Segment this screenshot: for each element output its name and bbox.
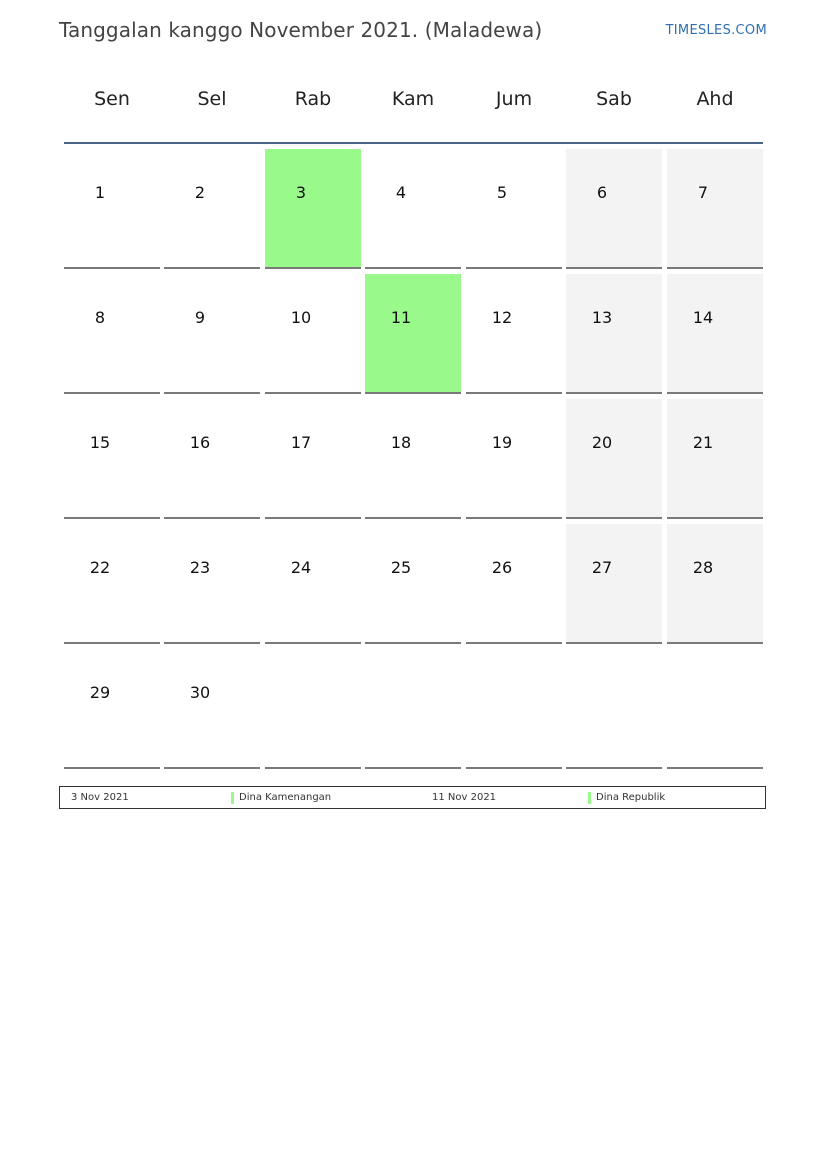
- day-number: 18: [390, 433, 412, 452]
- day-cell[interactable]: [164, 274, 260, 394]
- empty-day-cell: [566, 649, 662, 769]
- day-number: 1: [94, 183, 106, 202]
- weekday-thu: Kam: [391, 88, 435, 110]
- day-cell[interactable]: [667, 274, 763, 394]
- day-number: 8: [94, 308, 106, 327]
- legend-date: 11 Nov 2021: [432, 792, 497, 803]
- day-cell[interactable]: [566, 399, 662, 519]
- weekday-mon: Sen: [94, 88, 130, 110]
- day-number: 10: [290, 308, 312, 327]
- day-cell[interactable]: [466, 149, 562, 269]
- day-cell[interactable]: [265, 149, 361, 269]
- day-number: 29: [89, 683, 111, 702]
- day-number: 28: [692, 558, 714, 577]
- day-number: 7: [697, 183, 709, 202]
- weekday-fri: Jum: [495, 88, 533, 110]
- day-cell[interactable]: [265, 524, 361, 644]
- day-number: 24: [290, 558, 312, 577]
- empty-day-cell: [466, 649, 562, 769]
- day-number: 20: [591, 433, 613, 452]
- day-number: 19: [491, 433, 513, 452]
- day-number: 14: [692, 308, 714, 327]
- day-number: 26: [491, 558, 513, 577]
- day-number: 2: [194, 183, 206, 202]
- weekday-sun: Ahd: [696, 88, 734, 110]
- legend-holiday-name: Dina Republik: [596, 792, 666, 803]
- day-cell[interactable]: [164, 524, 260, 644]
- empty-day-cell: [265, 649, 361, 769]
- day-cell[interactable]: [365, 524, 461, 644]
- weekday-tue: Sel: [197, 88, 227, 110]
- day-number: 17: [290, 433, 312, 452]
- day-number: 4: [395, 183, 407, 202]
- day-cell[interactable]: [64, 274, 160, 394]
- day-number: 22: [89, 558, 111, 577]
- day-cell[interactable]: [466, 274, 562, 394]
- weekday-wed: Rab: [294, 88, 332, 110]
- legend-swatch: [231, 792, 234, 804]
- day-cell[interactable]: [667, 399, 763, 519]
- day-cell[interactable]: [164, 649, 260, 769]
- day-number: 9: [194, 308, 206, 327]
- day-cell[interactable]: [566, 274, 662, 394]
- day-cell[interactable]: [64, 524, 160, 644]
- day-cell[interactable]: [466, 399, 562, 519]
- day-number: 21: [692, 433, 714, 452]
- brand-link[interactable]: TIMESLES.COM: [665, 23, 767, 38]
- day-cell[interactable]: [265, 399, 361, 519]
- day-cell[interactable]: [164, 399, 260, 519]
- day-number: 16: [189, 433, 211, 452]
- day-cell[interactable]: [265, 274, 361, 394]
- day-cell[interactable]: [365, 274, 461, 394]
- day-cell[interactable]: [64, 399, 160, 519]
- legend-date: 3 Nov 2021: [71, 792, 129, 803]
- day-cell[interactable]: [64, 649, 160, 769]
- day-number: 12: [491, 308, 513, 327]
- day-number: 27: [591, 558, 613, 577]
- day-cell[interactable]: [566, 149, 662, 269]
- day-number: 3: [295, 183, 307, 202]
- weekday-header-row: [64, 88, 763, 122]
- day-number: 5: [496, 183, 508, 202]
- day-cell[interactable]: [164, 149, 260, 269]
- header-divider: [64, 142, 763, 144]
- day-cell[interactable]: [566, 524, 662, 644]
- day-number: 15: [89, 433, 111, 452]
- holiday-legend: [59, 786, 766, 809]
- day-number: 25: [390, 558, 412, 577]
- page-title: Tanggalan kanggo November 2021. (Maladewa): [59, 18, 543, 42]
- day-cell[interactable]: [365, 149, 461, 269]
- day-cell[interactable]: [466, 524, 562, 644]
- empty-day-cell: [365, 649, 461, 769]
- day-number: 13: [591, 308, 613, 327]
- day-number: 30: [189, 683, 211, 702]
- day-number: 6: [596, 183, 608, 202]
- day-cell[interactable]: [64, 149, 160, 269]
- weekday-sat: Sab: [596, 88, 632, 110]
- legend-swatch: [588, 792, 591, 804]
- day-number: 23: [189, 558, 211, 577]
- day-cell[interactable]: [667, 524, 763, 644]
- day-cell[interactable]: [365, 399, 461, 519]
- legend-holiday-name: Dina Kamenangan: [239, 792, 332, 803]
- day-number: 11: [390, 308, 412, 327]
- day-cell[interactable]: [667, 149, 763, 269]
- empty-day-cell: [667, 649, 763, 769]
